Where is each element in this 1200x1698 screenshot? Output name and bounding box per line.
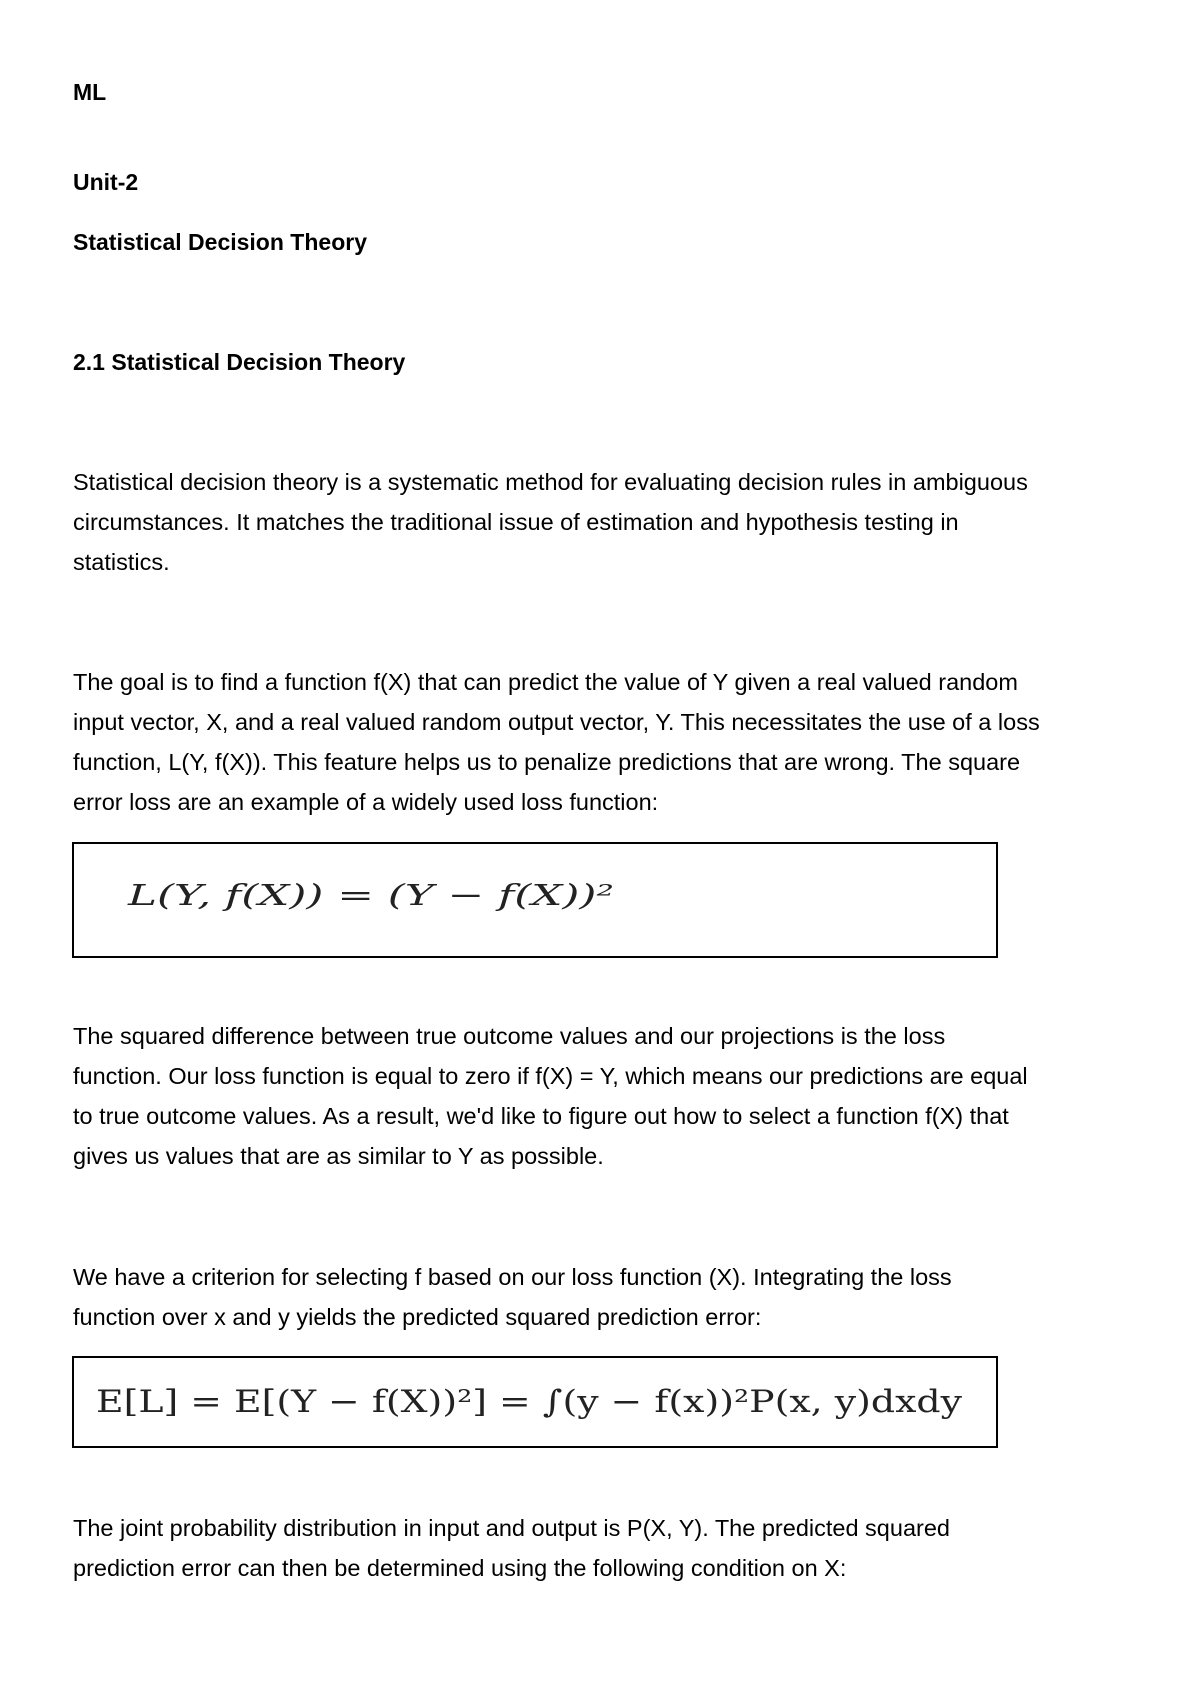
paragraph-line: error loss are an example of a widely used loss function: — [73, 789, 659, 815]
expected-error-equation-graphic — [74, 1358, 996, 1446]
paragraph-line: input vector, X, and a real valued random output vector, Y. This necessitates the use of a loss — [73, 709, 1040, 735]
paragraph-squared-difference — [73, 1016, 1153, 1176]
paragraph-joint-probability — [73, 1508, 1153, 1588]
paragraph-line: Statistical decision theory is a systematic method for evaluating decision rules in ambiguous — [73, 469, 1028, 495]
paragraph-line: The joint probability distribution in input and output is P(X, Y). The predicted squared — [73, 1515, 950, 1541]
topic-title: Statistical Decision Theory — [73, 229, 367, 255]
paragraph-line: function over x and y yields the predicted squared prediction error: — [73, 1304, 762, 1330]
unit-title: Unit-2 — [73, 169, 139, 195]
paragraph-line: The squared difference between true outcome values and our projections is the loss — [73, 1023, 946, 1049]
paragraph-goal — [73, 662, 1153, 822]
paragraph-line: to true outcome values. As a result, we'd like to figure out how to select a function f(X) that — [73, 1103, 1009, 1129]
paragraph-line: circumstances. It matches the traditional issue of estimation and hypothesis testing in — [73, 509, 959, 535]
expected-error-equation: E[L] = E[(Y − f(X))²] = ∫(y − f(x))²P(x, y)dxdy — [96, 1384, 963, 1420]
section-title: 2.1 Statistical Decision Theory — [73, 349, 406, 375]
paragraph-line: statistics. — [73, 549, 170, 575]
paragraph-line: We have a criterion for selecting f based on our loss function (X). Integrating the loss — [73, 1264, 952, 1290]
paragraph-line: function, L(Y, f(X)). This feature helps us to penalize predictions that are wrong. The square — [73, 749, 1021, 775]
loss-equation-box — [72, 842, 998, 958]
paragraph-criterion — [73, 1257, 1153, 1337]
loss-equation-graphic — [74, 844, 996, 956]
paragraph-line: The goal is to find a function f(X) that can predict the value of Y given a real valued random — [73, 669, 1018, 695]
paragraph-intro — [73, 462, 1153, 582]
course-title: ML — [73, 79, 107, 105]
paragraph-line: function. Our loss function is equal to zero if f(X) = Y, which means our predictions are equal — [73, 1063, 1028, 1089]
expected-error-equation-box — [72, 1356, 998, 1448]
loss-equation: L(Y, f(X)) = (Y − f(X))² — [126, 878, 615, 912]
paragraph-line: gives us values that are as similar to Y as possible. — [73, 1143, 604, 1169]
paragraph-line: prediction error can then be determined using the following condition on X: — [73, 1555, 847, 1581]
